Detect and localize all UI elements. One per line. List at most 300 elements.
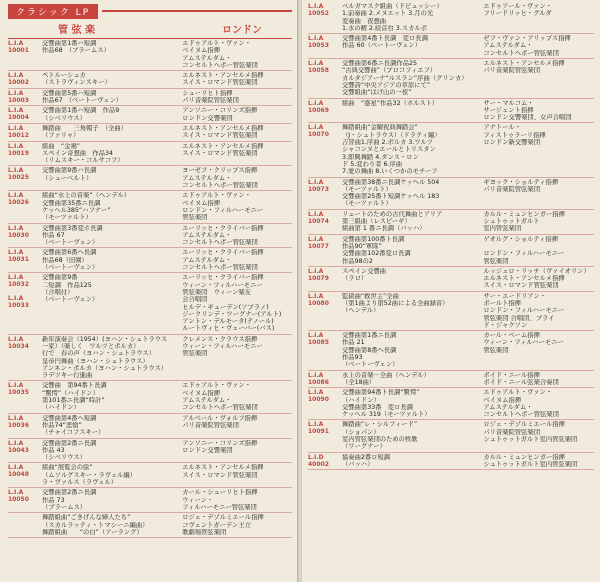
work-title-line: 交響詩“中央アジアの草原にて”	[342, 81, 431, 89]
catalog-number-line: L.I.A	[8, 295, 24, 303]
work-title-line: 組曲第 1 番ニ長調（バッハ）	[342, 225, 426, 233]
catalog-number-line: L.I.A	[8, 414, 24, 422]
performer-line: サー・エードリアン・	[483, 292, 547, 300]
work-title-line: （ヘンデル）	[342, 307, 380, 315]
work-title	[42, 464, 182, 486]
catalog-number-line: 10048	[8, 471, 29, 479]
catalog-number-line: L.I.A	[308, 35, 324, 43]
work-title	[342, 60, 483, 96]
performer-line: ボイド・ニール指揮	[483, 371, 540, 379]
work-title-line: スペイン奇想曲 作品34	[42, 149, 113, 157]
performer-line: ロンドン・フィルハーモニー	[483, 250, 565, 258]
performer	[182, 143, 292, 165]
performer-line: エルネスト・アンセルメ指揮	[182, 124, 264, 132]
catalog-number-line: L.I.A	[308, 60, 324, 68]
catalog-entry	[308, 331, 594, 370]
work-title-line: 作品 43	[42, 446, 65, 454]
work-title	[42, 40, 182, 69]
work-title-line: （ベートーヴェン）	[342, 361, 399, 369]
catalog-number	[308, 211, 342, 233]
right-page	[302, 0, 600, 582]
performer-line: ウィーン・フィルハーモニー	[182, 342, 263, 350]
work-title-line: 舞踏組曲“金曜祝典舞踏会”	[342, 124, 418, 132]
catalog-entry	[308, 388, 594, 420]
performer-line: カルル・ミュンヒンガー指揮	[483, 453, 565, 461]
performer-line: アムステルダム・	[483, 42, 533, 50]
catalog-entry	[8, 166, 292, 191]
performer-line: カール・ベーム指揮	[483, 332, 540, 340]
catalog-number-line: L.I.A	[308, 99, 324, 107]
performer-line: アナトール・	[483, 124, 521, 132]
column-headings	[8, 18, 292, 39]
performer-line: ロンドン交響楽団	[182, 114, 233, 122]
performer-line: ド・ジャクソン	[483, 321, 528, 329]
work-title-line: ケッヘル385“ハフナー”	[42, 206, 111, 214]
catalog-entry	[8, 89, 292, 107]
work-title-line: ケッヘル 319（モーツァルト）	[342, 411, 431, 419]
catalog-number	[308, 179, 342, 208]
catalog-entry	[308, 420, 594, 452]
catalog-entry	[308, 453, 594, 471]
work-title-line: （モーツァルト）	[342, 185, 392, 193]
performer-line: ギヨック・ショルティ指揮	[483, 178, 559, 186]
performer-line: パリ音楽院管弦楽団	[483, 185, 540, 193]
catalog-number-line: 10004	[8, 114, 29, 122]
catalog-number-line: L.I.D	[308, 453, 324, 461]
catalog-number-line: 10050	[8, 496, 29, 504]
performer-line: ベイヌム指揮	[182, 47, 220, 55]
performer-line: 管弦楽団	[483, 257, 509, 265]
performer-line: エドゥアルト・ヴァン・	[182, 382, 252, 390]
catalog-number-line: 10086	[308, 378, 329, 386]
performer-line: パリ音楽院管弦楽団	[483, 67, 540, 75]
catalog-entry	[308, 34, 594, 59]
performer-line: ロンドン・フィルハーモニー	[483, 307, 565, 315]
work-title-line: 第三組曲（レスピーギ）	[342, 218, 411, 226]
catalog-number-line: L.I.A	[308, 421, 324, 429]
catalog-number-line: 10069	[308, 106, 329, 114]
work-title-line: （ベートーヴェン）	[42, 264, 99, 272]
catalog-entry	[308, 178, 594, 210]
performer-line: スイス・ロマンド管弦楽団	[182, 132, 258, 140]
catalog-number-line: L.I.A	[308, 267, 324, 275]
performer	[483, 236, 594, 265]
catalog-number-line: 10074	[308, 217, 329, 225]
work-title	[342, 35, 483, 57]
work-title-line: 交響曲第2番ニ長調	[42, 439, 97, 447]
catalog-number-line: 10025	[8, 174, 29, 182]
catalog-number-line: L.I.A	[308, 292, 324, 300]
performer-line: エドゥアルト・ヴァン・	[182, 40, 252, 47]
performer-line: アンソニー・コリンズ指揮	[182, 439, 258, 447]
work-title	[342, 421, 483, 450]
work-title-line: （リムスキー・コルサコフ）	[42, 157, 124, 165]
catalog-number	[308, 293, 342, 329]
work-title	[342, 268, 483, 290]
performer	[483, 372, 594, 387]
performer-line: アルベール・ヴォルフ指揮	[182, 414, 258, 422]
work-title-line: 交響曲第6番ヘ長調	[42, 249, 97, 257]
work-title-line: 交響曲第1番ハ短調	[42, 40, 97, 47]
catalog-number	[8, 464, 42, 486]
catalog-number-line: 10003	[8, 96, 29, 104]
work-title-line: （ハイドン）	[42, 404, 80, 412]
work-title-line: 交響曲第1番ハ短調 作品9	[42, 107, 120, 115]
work-title-line: 交響曲第100番ト長調	[342, 235, 405, 243]
catalog-number	[8, 90, 42, 105]
catalog-number-line: L.I.A	[8, 89, 24, 97]
catalog-entry	[308, 123, 594, 177]
work-title	[42, 125, 182, 140]
performer-line: サー・マルコム・	[483, 99, 534, 107]
work-title-line: 第101番ニ長調“時計”	[42, 397, 105, 405]
catalog-entry	[8, 224, 292, 249]
work-title-line: （ファリャ）	[42, 132, 80, 140]
performer-line: 管弦楽団	[182, 214, 208, 222]
catalog-number-line	[8, 288, 42, 295]
work-title	[42, 192, 182, 221]
performer-line: エドゥアルト・ヴァン・	[182, 192, 252, 200]
work-title-line: 作品93	[342, 354, 363, 362]
performer	[483, 60, 594, 96]
work-title-line: 水上の音楽－全曲（ヘンデル）	[342, 371, 430, 379]
catalog-number	[8, 225, 42, 247]
performer-line: エルネスト・アンセルメ指揮	[483, 60, 565, 68]
catalog-number	[8, 336, 42, 380]
work-title-line: ド 5.変わり者 6.序曲	[342, 160, 403, 168]
performer	[182, 107, 292, 122]
catalog-entry	[8, 381, 292, 413]
work-title-line: （ムソルグスキー・ラヴェル編）	[42, 471, 137, 479]
performer	[483, 3, 594, 32]
performer-line: ウィーン・フィルハーモニー	[483, 339, 564, 347]
work-title-line: 交響曲第94番ト長調“驚愕”	[342, 389, 420, 397]
work-title-line: （シベリウス）	[42, 114, 86, 122]
performer-line: フィストゥラーリ指揮	[483, 131, 546, 139]
performer-line: ベイヌム指揮	[483, 396, 522, 404]
catalog-number-line: L.I.A	[308, 371, 324, 379]
performer-line: エーリッヒ・クライバー指揮	[182, 249, 264, 257]
work-title-line: 交響曲第33番 変ロ長調	[342, 403, 413, 411]
work-title	[342, 332, 483, 368]
performer-line: シュトゥットガルト室内管弦楽団	[483, 460, 578, 468]
performer-line: シュトゥットガルト	[483, 218, 540, 226]
work-title-line: （第1曲より第52曲による全曲録音）	[342, 299, 449, 307]
catalog-number-line: 10036	[8, 421, 29, 429]
catalog-entry	[308, 371, 594, 389]
performer-line: 管弦楽団	[483, 346, 509, 354]
performer-line: ジークリンデ・ワーグナー(アルト)	[182, 310, 282, 318]
catalog-number-line: 10031	[8, 256, 29, 264]
performer-line: ボールト指揮	[483, 299, 521, 307]
work-title-line: 作品68（田園）	[42, 256, 88, 264]
catalog-number	[8, 107, 42, 122]
work-title-line: 舞踏曲“レ・シルフィード”	[342, 421, 418, 429]
work-title-line: 交響曲第8番ヘ長調	[342, 346, 397, 354]
left-page	[0, 0, 298, 582]
catalog-entry	[8, 124, 292, 142]
catalog-entry	[308, 2, 594, 34]
performer-line: コンセルトヘボー管弦楽団	[182, 239, 258, 247]
catalog-number-line	[8, 514, 42, 521]
catalog-entry	[308, 210, 594, 235]
work-title	[342, 3, 483, 32]
work-title-line: 交響曲第6番ニ長調作品25	[342, 60, 417, 68]
performer-line: アムステルダム・	[483, 403, 533, 411]
work-title-line: 作品67 （ベートーヴェン）	[42, 97, 123, 105]
catalog-number-line: L.I.A	[8, 72, 24, 80]
work-title-line: 二短調 作品125	[42, 281, 92, 289]
work-title-line: 交響曲第1番ニ長調	[342, 332, 397, 340]
performer	[182, 514, 292, 536]
catalog-number-line: 10001	[8, 47, 29, 54]
work-title-line: 皇帝円舞曲（ヨハン・シュトラウス）	[42, 357, 149, 365]
catalog-number-line: L.I.A	[8, 464, 24, 472]
performer	[182, 72, 292, 87]
catalog-number-line: L.I.A	[8, 142, 24, 150]
performer	[483, 293, 594, 329]
work-title-line: （ストラヴィンスキー）	[42, 79, 111, 87]
catalog-number-line: L.I.A	[8, 335, 24, 343]
catalog-entry	[308, 292, 594, 331]
performer-line: ロンドン新交響楽団	[483, 139, 540, 147]
performer	[483, 332, 594, 368]
catalog-number	[308, 454, 342, 469]
performer-line: サージェント指揮	[483, 106, 534, 114]
work-title-line: スペイン交響曲	[342, 267, 387, 275]
performer-line: ルッジェロ・リッチ（ヴァイオリン）	[483, 267, 590, 275]
work-title-line: 室内管弦楽団のための牧歌	[342, 436, 418, 444]
work-title	[42, 336, 182, 380]
work-title-line: ペトルーシュカ	[42, 72, 86, 80]
work-title	[42, 489, 182, 511]
work-title-line: アンネン・ポルカ（ヨハン・シュトラウス）	[42, 364, 168, 372]
catalog-number-line: 10080	[308, 299, 329, 307]
catalog-number-line: 40002	[308, 460, 329, 468]
catalog-number	[308, 421, 342, 450]
work-title-line: （ブラームス）	[42, 503, 87, 511]
performer	[182, 125, 292, 140]
performer-line: ヨーゼフ・クリップス指揮	[182, 167, 258, 175]
work-title-line: ベルガマスク組曲（ドビュッシー）	[342, 3, 443, 10]
performer	[182, 192, 292, 221]
performer	[483, 179, 594, 208]
catalog-entry	[308, 59, 594, 98]
catalog-number	[308, 3, 342, 32]
performer-line: アムステルダム・	[182, 54, 232, 62]
performer-line: ロジェ・デゾルミエール指揮	[483, 421, 565, 429]
performer-line: ルートヴィヒ・ヴェーバー(バス)	[182, 325, 275, 333]
heading-orchestral: 管 弦 楽	[58, 25, 95, 36]
work-title-line: 行で 春の声（ヨハン・シュトラウス）	[42, 350, 156, 358]
catalog-number-line: 10070	[308, 131, 329, 139]
performer-line: コヴェントガーデン王立	[182, 521, 251, 529]
catalog-number-line: L.I.A	[308, 389, 324, 397]
work-title	[342, 293, 483, 329]
performer-line: アンソニー・コリンズ指揮	[182, 107, 258, 115]
work-title-line: 舞踏組曲“ごきげんな婦人たち”	[42, 514, 131, 522]
work-title-line: 新年演奏会（1954）(ヨハン・シュトラウス	[42, 335, 168, 343]
work-title-line: 交響曲第3番変ホ長調	[42, 224, 103, 232]
catalog-number-line: L.I.A	[308, 3, 324, 10]
work-title-line: （シベリウス）	[42, 454, 86, 462]
catalog-number	[308, 268, 342, 290]
work-title	[42, 225, 182, 247]
catalog-number-line: 10012	[8, 131, 29, 139]
work-title-line: 交響曲 第94番ト長調	[42, 382, 107, 390]
catalog-entry	[8, 106, 292, 124]
catalog-entry	[8, 463, 292, 488]
performer	[483, 454, 594, 469]
catalog-number	[8, 125, 42, 140]
performer-line: エーリッヒ・クライバー指揮	[182, 274, 264, 282]
catalog-entry	[308, 235, 594, 267]
work-title-line: 1.水の精 2.絞首台 3.スカルボ	[342, 24, 427, 32]
performer	[182, 90, 292, 105]
catalog-number-line: 10030	[8, 231, 29, 239]
performer-line: カルル・ミュンヒンガー指揮	[483, 210, 565, 218]
performer-line: コンセルトヘボー管弦楽団	[182, 404, 258, 412]
catalog-entry	[8, 248, 292, 273]
performer-line: エーリッヒ・クライバー指揮	[182, 224, 264, 232]
performer-line: エドゥアルト・ヴァン・	[483, 389, 553, 397]
work-title	[42, 167, 182, 189]
work-title-line: 作品 60（ベートーヴェン）	[342, 42, 422, 50]
catalog-entry	[8, 488, 292, 513]
performer	[182, 336, 292, 380]
catalog-number	[8, 382, 42, 411]
catalog-entry	[8, 142, 292, 167]
catalog-number-line: L.I.A	[8, 224, 24, 232]
catalog-number-line: 10034	[8, 342, 29, 350]
catalog-number-line: L.I.A	[8, 192, 24, 200]
catalog-entry	[308, 267, 594, 292]
work-title	[42, 514, 182, 536]
performer-line: スイス・ロマンド管弦楽団	[182, 79, 258, 87]
catalog-number-line: L.I.A	[8, 124, 24, 132]
performer-line: パリ音楽院管弦楽団	[483, 428, 540, 436]
catalog-number	[308, 124, 342, 175]
performer-line: ロジェ・デゾルミエール指揮	[182, 514, 264, 522]
performer	[182, 440, 292, 462]
work-title-line: 変奏曲 夜想曲	[342, 17, 387, 25]
performer-line: シュトゥットガルト室内管弦楽団	[483, 436, 578, 444]
performer-line: ウィーン・	[182, 496, 214, 504]
work-title-line: 作品98の2	[342, 257, 373, 265]
performer-line: ボイド・ニール弦楽合奏団	[483, 378, 559, 386]
work-title-line: リュートのための古代舞曲とアリア	[342, 210, 443, 218]
catalog-number-line: 10058	[308, 67, 329, 75]
work-title-line: （シューベルト）	[42, 174, 93, 182]
catalog-number-line: L.I.A	[308, 178, 324, 186]
catalog-number-line: 10091	[308, 428, 329, 436]
catalog-entry	[8, 71, 292, 89]
work-title-line: 作品 67	[42, 231, 65, 239]
performer-line: ロンドン交響楽団、女声合唱団	[483, 114, 572, 122]
work-title	[342, 211, 483, 233]
performer-line: アムステルダム・	[182, 174, 232, 182]
work-title	[342, 124, 483, 175]
work-title	[42, 72, 182, 87]
work-title-line: 吉冒曲1.序曲 2.ポルカ 3.ワルツ	[342, 139, 434, 147]
performer	[483, 100, 594, 122]
heading-label: ロンドン	[222, 25, 262, 36]
performer-line: コンセルトヘボー管弦楽団	[483, 49, 559, 57]
work-title-line: 組曲 “惑星”作品32（ホルスト）	[342, 99, 439, 107]
catalog-number-line: 10052	[308, 10, 329, 17]
section-header	[8, 4, 292, 18]
performer-line: コンセルトヘボー管弦楽団	[182, 61, 258, 69]
header-rule	[102, 10, 292, 12]
performer-line: エルネスト・アンセルメ指揮	[182, 464, 264, 472]
work-title-line: 監獄曲“救世主”全曲	[342, 292, 399, 300]
catalog-number-line: 10085	[308, 339, 329, 347]
catalog-number	[308, 236, 342, 265]
performer	[483, 268, 594, 290]
work-title-line: カルタジアーナ“ルスラン”序曲（グリンカ）	[342, 74, 468, 82]
performer	[182, 415, 292, 437]
performer	[483, 35, 594, 57]
work-title-line: 交響曲第4番ヘ短調	[42, 414, 97, 422]
work-title-line: シャコンヌとエールとトリスタン	[342, 146, 436, 154]
work-title-line: 1.前奏曲 2.メヌエット 3.月の光	[342, 10, 434, 18]
catalog-number	[8, 40, 42, 69]
performer-line: パリ音楽院管弦楽団	[182, 97, 239, 105]
work-title-line: （モーツァルト）	[342, 200, 392, 208]
work-title-line: 交響組曲“はげ山の一夜”	[342, 89, 412, 97]
catalog-number-line	[8, 521, 42, 528]
catalog-number	[308, 372, 342, 387]
catalog-number-line: 10035	[8, 389, 29, 397]
catalog-number-line: L.I.A	[8, 167, 24, 175]
work-title-line: 組曲“水上の音楽”（ヘンデル）	[42, 192, 131, 200]
work-title-line: 交響曲第25番ト短調ケッヘル 183	[342, 193, 440, 201]
catalog-number-line: 10002	[8, 79, 29, 87]
work-title-line: 交響曲第102番変ロ長調	[342, 250, 411, 258]
catalog-entry	[8, 513, 292, 538]
performer-line: フィルハーモニー管弦楽団	[182, 503, 257, 511]
work-title-line: （スカルラッティ・トマシーニ編曲）	[42, 521, 149, 529]
performer	[182, 464, 292, 486]
performer-line: ウィーン・フィルハーモニー	[182, 281, 263, 289]
performer-line: エルネスト・アンセルメ指揮	[182, 72, 264, 80]
performer-line: クレメンス・クラウス指揮	[182, 335, 258, 343]
performer-line: アントン・デルモータ(テノール)	[182, 318, 274, 326]
performer-line: 室内管弦楽団	[483, 225, 522, 233]
work-title	[342, 236, 483, 265]
performer	[182, 40, 292, 69]
catalog-number	[8, 514, 42, 536]
work-title-line: （J・シュトラウス）（ドラティ編）	[342, 131, 441, 139]
work-title-line: “古典交響曲”（プロコフィエフ）	[342, 67, 437, 75]
catalog-number	[8, 489, 42, 511]
catalog-entry	[8, 191, 292, 223]
performer-line: コンセルトヘボー管弦楽団	[182, 264, 258, 272]
work-title	[42, 143, 182, 165]
work-title-line: （ハイドン）	[342, 396, 380, 404]
performer-line	[483, 243, 594, 250]
performer-line: エドゥアール・ヴァン・	[483, 3, 553, 10]
performer-line: コンセルトヘボー管弦楽団	[182, 182, 258, 190]
work-title-line: 作品68 （ブラームス）	[42, 47, 110, 55]
catalog-entry	[8, 439, 292, 464]
catalog-entry	[8, 273, 292, 334]
performer-line: アムステルダム・	[182, 256, 232, 264]
work-title-line: ラ・ヴァルス（ラヴェル）	[42, 479, 118, 487]
performer-line: コンセルトヘボー管弦楽団	[483, 411, 559, 419]
work-title-line: 交響曲第5番ハ短調	[42, 89, 97, 97]
work-title	[42, 90, 182, 105]
